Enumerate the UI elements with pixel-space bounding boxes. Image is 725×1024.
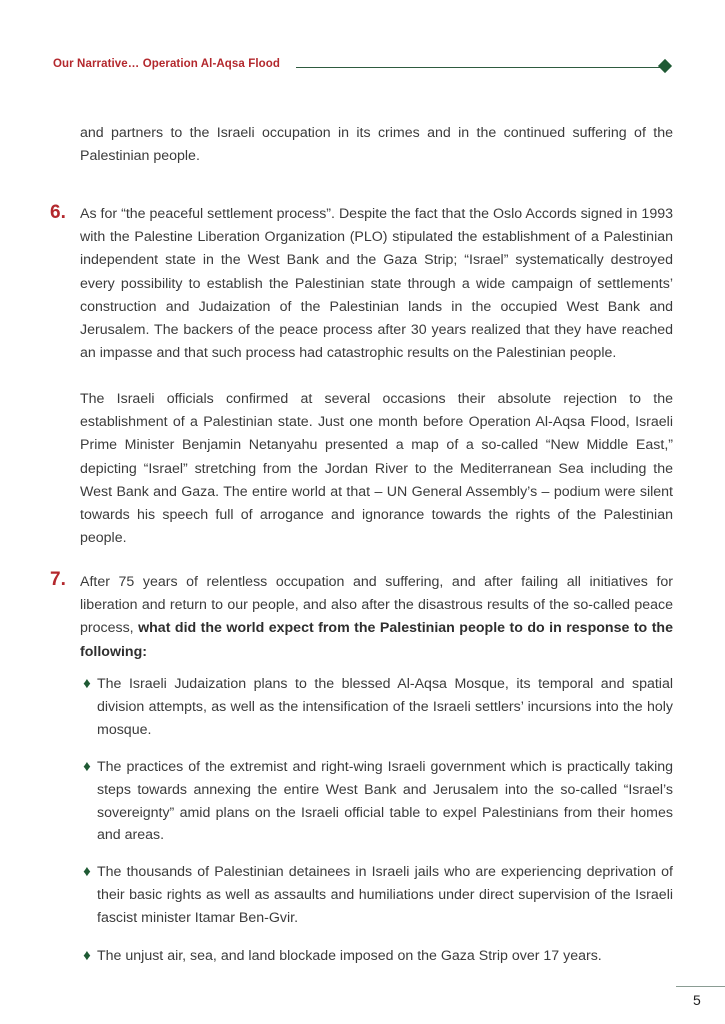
item-7-intro [80, 571, 673, 664]
bullet-text: The thousands of Palestinian detainees in Israeli jails who are experiencing deprivation of their basic rights as well as assaults and humiliations under direct supervision of the Israeli fascist minister Itamar Ben-Gvir. [97, 864, 673, 926]
page-number: 5 [693, 992, 701, 1008]
diamond-bullet-icon: ♦ [83, 947, 91, 964]
item-6-paragraph-1: As for “the peaceful settlement process”. Despite the fact that the Oslo Accords signed in 1993 with the Palestine Liberation Organization (PLO) stipulated the establishment of a Palestinian independent state in the West Bank and the Gaza Strip; “Israel” systematically destroyed every possibility to establish the Palestinian state through a wide campaign of settlements’ construction and Judaization of the Palestinian lands in the occupied West Bank and Jerusalem. The backers of the peace process after 30 years realized that they have reached an impasse and that such process had catastrophic results on the Palestinian people. [80, 206, 673, 362]
item-7-intro-bold: what did the world expect from the Palestinian people to do in response to the following: [80, 620, 673, 660]
diamond-bullet-icon: ♦ [83, 863, 91, 880]
item-7-intro-text: After 75 years of relentless occupation and suffering, and after failing all initiatives for liberation and return to our people, and also after the disastrous results of the so-called peace process, [80, 574, 673, 637]
diamond-bullet-icon: ♦ [83, 675, 91, 692]
running-header [53, 58, 675, 78]
footer-rule [676, 986, 725, 987]
continuation-paragraph: and partners to the Israeli occupation in its crimes and in the continued suffering of the Palestinian people. [80, 125, 673, 165]
item-6-paragraph-2: The Israeli officials confirmed at several occasions their absolute rejection to the establishment of a Palestinian state. Just one month before Operation Al-Aqsa Flood, Israeli Prime Minister Benjamin Netanyahu presented a map of a so-called “New Middle East,” depicting “Israel” stretching from the Jordan River to the Mediterranean Sea including the West Bank and Gaza. The entire world at that – UN General Assembly’s – podium were silent towards his speech full of arrogance and ignorance towards the rights of the Palestinian people. [80, 391, 673, 547]
diamond-bullet-icon: ♦ [83, 758, 91, 775]
bullet-text: The Israeli Judaization plans to the blessed Al-Aqsa Mosque, its temporal and spatial division attempts, as well as the intensification of the Israeli settlers’ incursions into the holy mosque. [97, 676, 673, 738]
bullet-text: The unjust air, sea, and land blockade imposed on the Gaza Strip over 17 years. [97, 948, 602, 964]
item-number-6: 6. [50, 202, 66, 223]
header-title: Our Narrative… Operation Al-Aqsa Flood [53, 58, 281, 70]
header-rule [296, 67, 666, 68]
bullet-text: The practices of the extremist and right-wing Israeli government which is practically taking steps towards annexing the entire West Bank and Jerusalem into the so-called “Israel’s sovereignty” amid plans on the Israeli official table to expel Palestinians from their homes and areas. [97, 759, 673, 844]
diamond-icon [658, 59, 672, 73]
item-number-7: 7. [50, 569, 66, 590]
